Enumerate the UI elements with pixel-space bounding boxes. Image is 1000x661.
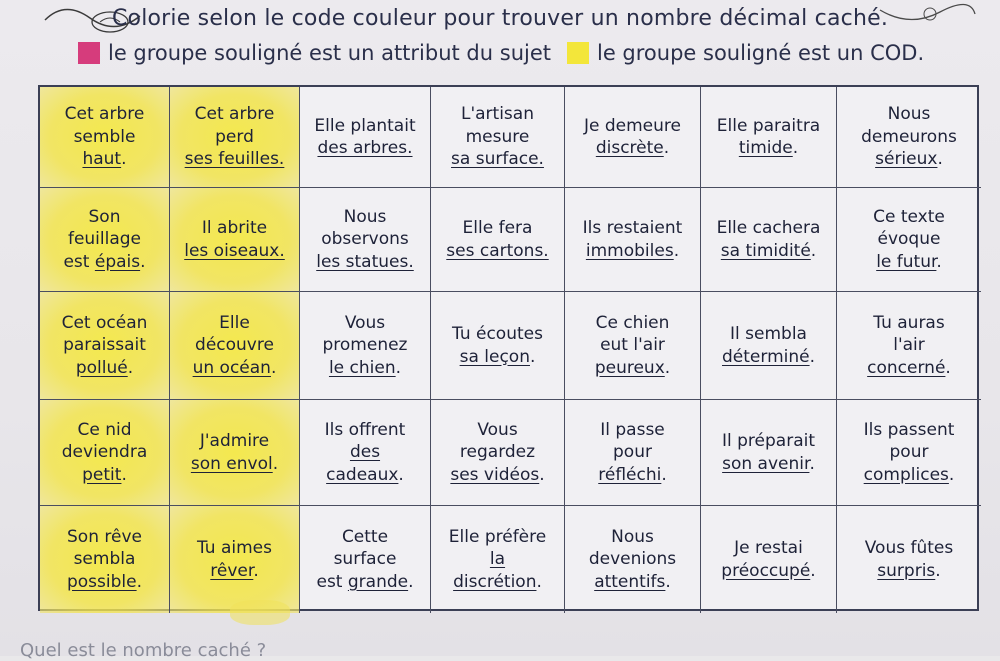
cell-sentence — [722, 430, 815, 475]
underlined-group: petit — [82, 464, 122, 485]
cell-sentence — [316, 526, 413, 593]
sentence-punctuation: . — [661, 464, 667, 485]
cell-sentence — [722, 323, 815, 368]
sentence-punctuation: . — [408, 571, 414, 592]
sentence-punctuation: . — [663, 138, 670, 158]
sentence-punctuation: . — [136, 571, 142, 592]
sentence-punctuation: . — [127, 357, 134, 378]
cell-sentence — [583, 217, 683, 262]
grid-cell[interactable] — [565, 400, 701, 506]
grid-cell[interactable] — [431, 292, 565, 400]
sentence-text: Elle découvre — [195, 312, 274, 356]
cell-sentence — [323, 312, 408, 379]
grid-cell[interactable] — [701, 506, 837, 613]
underlined-group: attentifs — [594, 571, 666, 592]
cell-sentence — [314, 115, 415, 160]
grid-cell[interactable] — [837, 292, 981, 400]
sentence-text: Je demeure — [584, 115, 681, 136]
grid-cell[interactable] — [701, 292, 837, 400]
grid-cell[interactable] — [170, 188, 300, 292]
sentence-text: L'artisan mesure — [460, 104, 534, 147]
grid-cell[interactable] — [170, 292, 300, 400]
cell-sentence — [598, 419, 667, 486]
sentence-punctuation: . — [665, 571, 671, 592]
sentence-text: J'admire — [199, 431, 270, 452]
sentence-punctuation: . — [809, 453, 815, 474]
sentence-text: Vous promenez — [322, 312, 408, 356]
grid-cell[interactable] — [701, 188, 837, 292]
sentence-text: Elle cachera — [716, 218, 821, 239]
underlined-group: réfléchi — [598, 464, 662, 485]
grid-cell[interactable] — [431, 87, 565, 188]
grid-cell[interactable] — [565, 506, 701, 613]
underlined-group: sérieux — [875, 149, 938, 170]
cell-sentence — [316, 206, 414, 273]
grid-cell[interactable] — [300, 400, 431, 506]
sentence-text: Cet océan paraissait — [61, 312, 148, 356]
sentence-punctuation: . — [945, 357, 951, 378]
grid-cell[interactable] — [701, 87, 837, 188]
grid-cell[interactable] — [170, 87, 300, 188]
grid-cell[interactable] — [300, 506, 431, 613]
grid-cell[interactable] — [565, 188, 701, 292]
cell-sentence — [589, 526, 676, 593]
cell-sentence — [191, 430, 278, 475]
grid-cell[interactable] — [40, 400, 170, 506]
yellow-swatch — [567, 42, 589, 64]
sentence-text: Son feuillage est — [63, 206, 142, 272]
sentence-punctuation: . — [270, 357, 277, 378]
instruction-title: Colorie selon le code couleur pour trouver un nombre décimal caché. — [111, 6, 889, 31]
sentence-text: Elle fera — [462, 218, 533, 239]
sentence-text: Il préparait — [721, 431, 815, 452]
underlined-group: haut — [82, 149, 122, 170]
yellow-smear-mark — [230, 600, 290, 625]
sentence-text: Nous demeurons — [861, 104, 957, 147]
grid-cell[interactable] — [837, 400, 981, 506]
underlined-group: immobiles — [585, 240, 674, 261]
underlined-group: surpris — [877, 560, 936, 581]
footer-question: Quel est le nombre caché ? — [20, 640, 267, 661]
underlined-group: des cadeaux — [326, 442, 399, 485]
sentence-punctuation: . — [253, 560, 259, 581]
sentence-text: Ils passent pour — [863, 419, 955, 463]
cell-sentence — [325, 419, 406, 486]
underlined-group: un océan — [192, 357, 271, 378]
sentence-punctuation: . — [529, 346, 536, 367]
sentence-punctuation: . — [539, 464, 545, 485]
cell-sentence — [65, 103, 145, 170]
grid-cell[interactable] — [300, 292, 431, 400]
sentence-text: Vous regardez — [459, 419, 536, 463]
sentence-text: Cette surface est — [316, 526, 397, 592]
sentence-text: Cet arbre semble — [64, 104, 145, 147]
sentence-punctuation: . — [398, 464, 404, 485]
underlined-group: les statues. — [316, 251, 414, 272]
cell-sentence — [584, 115, 681, 160]
grid-cell[interactable] — [170, 506, 300, 613]
cell-sentence — [451, 103, 544, 170]
sentence-text: Nous observons — [321, 206, 409, 250]
cell-sentence — [864, 419, 955, 486]
underlined-group: concerné — [867, 357, 946, 378]
sentence-punctuation: . — [121, 149, 127, 170]
grid-cell[interactable] — [837, 506, 981, 613]
underlined-group: peureux — [594, 357, 665, 378]
cell-sentence — [62, 419, 147, 486]
sentence-punctuation: . — [792, 138, 799, 158]
cell-sentence — [873, 206, 945, 273]
grid-cell[interactable] — [300, 87, 431, 188]
sentence-text: Ce chien eut l'air — [595, 312, 670, 356]
underlined-group: le futur — [876, 251, 937, 272]
sentence-text: Nous devenions — [588, 526, 677, 570]
grid-cell[interactable] — [837, 87, 981, 188]
sentence-punctuation: . — [121, 464, 127, 485]
cell-sentence — [867, 312, 951, 379]
legend-pink-text: le groupe souligné est un attribut du sujet — [108, 41, 551, 65]
sentence-punctuation: . — [810, 240, 817, 261]
legend-yellow-text: le groupe souligné est un COD. — [597, 41, 925, 65]
cell-sentence — [861, 103, 957, 170]
underlined-group: grande — [347, 571, 409, 592]
underlined-group: déterminé — [722, 346, 810, 367]
sentence-punctuation: . — [395, 357, 402, 378]
grid-cell[interactable] — [40, 188, 170, 292]
cell-sentence — [721, 537, 815, 582]
underlined-group: ses feuilles. — [184, 149, 285, 170]
sentence-text: Il abrite — [201, 218, 268, 239]
cell-sentence — [63, 206, 145, 273]
underlined-group: le chien — [328, 357, 396, 378]
grid-cell[interactable] — [40, 87, 170, 188]
grid-cell[interactable] — [837, 188, 981, 292]
cell-sentence — [185, 103, 285, 170]
sentence-text: Ils offrent — [324, 419, 406, 440]
cell-sentence — [197, 537, 272, 582]
sentence-text: Son rêve sembla — [67, 526, 142, 570]
grid-cell[interactable] — [565, 292, 701, 400]
underlined-group: ses cartons. — [446, 240, 549, 261]
underlined-group: sa timidité — [720, 240, 811, 261]
cell-sentence — [717, 115, 820, 160]
sentence-text: Cet arbre perd — [194, 104, 275, 147]
sentence-punctuation: . — [272, 453, 279, 474]
color-legend — [78, 38, 930, 68]
underlined-group: sa surface. — [451, 149, 544, 170]
underlined-group: épais — [94, 251, 141, 272]
sentence-punctuation: . — [935, 560, 941, 581]
grid-cell[interactable] — [431, 400, 565, 506]
sentence-text: Vous fûtes — [864, 538, 954, 559]
sentence-text: Elle plantait — [314, 115, 416, 136]
sentence-text: Il sembla — [730, 324, 807, 345]
grid-cell[interactable] — [701, 400, 837, 506]
underlined-group: discrète — [595, 138, 664, 158]
grid-cell[interactable] — [40, 506, 170, 613]
cell-sentence — [67, 526, 142, 593]
sentence-punctuation: . — [810, 560, 816, 581]
sentence-text: Tu aimes — [197, 538, 272, 559]
sentence-punctuation: . — [937, 149, 943, 170]
cell-sentence — [446, 217, 548, 262]
sentence-text: Ce nid deviendra — [61, 419, 148, 463]
cell-sentence — [717, 217, 821, 262]
underlined-group: timide — [738, 138, 793, 158]
grid-cell[interactable] — [300, 188, 431, 292]
underlined-group: pollué — [75, 357, 128, 378]
underlined-group: les oiseaux. — [184, 240, 285, 261]
sentence-punctuation: . — [809, 346, 815, 367]
sentence-text: Je restai — [734, 538, 803, 559]
sentence-text: Elle paraitra — [716, 115, 821, 136]
grid-cell[interactable] — [170, 400, 300, 506]
sentence-text: Elle préfère — [448, 526, 547, 547]
sentence-punctuation: . — [948, 464, 955, 485]
underlined-group: sa leçon — [459, 346, 530, 367]
cell-sentence — [449, 526, 546, 593]
sentence-text: Ils restaient — [582, 218, 683, 239]
underlined-group: son avenir — [722, 453, 810, 474]
grid-cell[interactable] — [565, 87, 701, 188]
cell-sentence — [193, 312, 277, 379]
underlined-group: possible — [66, 571, 137, 592]
sentence-punctuation: . — [140, 251, 146, 272]
grid-cell[interactable] — [431, 188, 565, 292]
underlined-group: rêver — [210, 560, 254, 581]
exercise-grid — [38, 85, 979, 611]
cell-sentence — [450, 419, 544, 486]
underlined-group: son envol — [190, 453, 273, 474]
underlined-group: complices — [863, 464, 949, 485]
cell-sentence — [452, 323, 543, 368]
cell-sentence — [595, 312, 670, 379]
sentence-punctuation: . — [536, 571, 542, 592]
grid-cell[interactable] — [431, 506, 565, 613]
sentence-punctuation: . — [936, 251, 942, 272]
pink-swatch — [78, 42, 100, 64]
cell-sentence — [184, 217, 285, 262]
underlined-group: des arbres. — [317, 138, 413, 158]
sentence-punctuation: . — [664, 357, 671, 378]
sentence-text: Ce texte évoque — [873, 206, 945, 250]
underlined-group: préoccupé — [721, 560, 811, 581]
cell-sentence — [62, 312, 148, 379]
underlined-group: la discrétion — [453, 549, 537, 592]
underlined-group: ses vidéos — [450, 464, 540, 485]
sentence-punctuation: . — [673, 240, 680, 261]
sentence-text: Tu écoutes — [452, 324, 543, 345]
grid-cell[interactable] — [40, 292, 170, 400]
sentence-text: Tu auras l'air — [873, 312, 945, 356]
sentence-text: Il passe pour — [600, 419, 665, 463]
cell-sentence — [865, 537, 954, 582]
